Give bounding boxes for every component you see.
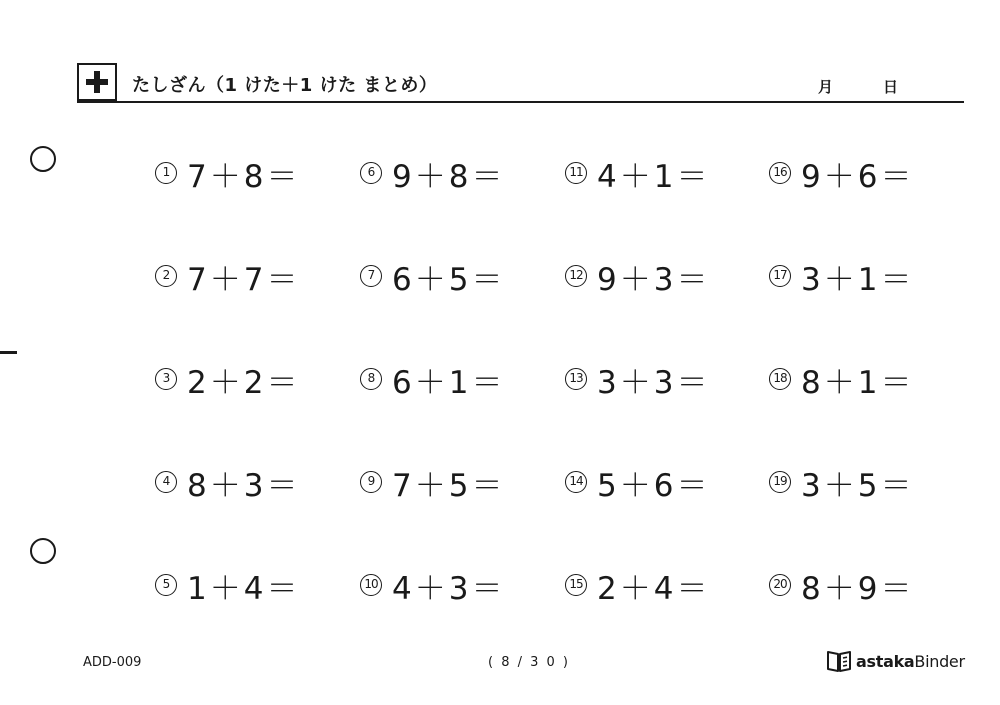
month-label: 月 — [818, 78, 834, 96]
problem-expression: 7＋7＝ — [187, 261, 301, 298]
punch-hole-top — [30, 146, 56, 172]
problem-number: 9 — [360, 471, 382, 493]
problem-expression: 9＋6＝ — [801, 158, 915, 195]
problem-expression: 8＋3＝ — [187, 467, 301, 504]
problem-item — [360, 359, 505, 399]
problem-number: 16 — [769, 162, 791, 184]
page-number: ( 8 / 3 0 ) — [488, 655, 570, 670]
brand-name-light: Binder — [914, 651, 965, 671]
problem-number: 3 — [155, 368, 177, 390]
problem-item — [769, 462, 914, 502]
day-label: 日 — [883, 78, 899, 96]
problem-expression: 3＋1＝ — [801, 261, 915, 298]
problem-number: 1 — [155, 162, 177, 184]
problem-expression: 2＋4＝ — [597, 570, 711, 607]
problem-number: 7 — [360, 265, 382, 287]
problem-number: 20 — [769, 574, 791, 596]
problem-expression: 3＋5＝ — [801, 467, 915, 504]
problem-item — [565, 462, 710, 502]
problem-number: 5 — [155, 574, 177, 596]
problem-item — [155, 462, 300, 502]
problem-item — [769, 256, 914, 296]
center-mark — [0, 351, 17, 354]
problem-item — [155, 153, 300, 193]
problem-expression: 2＋2＝ — [187, 364, 301, 401]
problem-item — [769, 359, 914, 399]
problem-number: 19 — [769, 471, 791, 493]
page-title: たしざん（1 けた＋1 けた まとめ） — [132, 75, 438, 96]
problem-expression: 5＋6＝ — [597, 467, 711, 504]
brand-logo — [826, 649, 965, 673]
problem-item — [565, 359, 710, 399]
plus-icon-vertical — [94, 71, 100, 93]
header-rule — [77, 101, 964, 103]
problem-expression: 7＋8＝ — [187, 158, 301, 195]
problem-item — [155, 565, 300, 605]
problem-number: 10 — [360, 574, 382, 596]
problem-expression: 8＋1＝ — [801, 364, 915, 401]
problem-number: 4 — [155, 471, 177, 493]
problem-number: 12 — [565, 265, 587, 287]
problem-item — [360, 153, 505, 193]
problem-item — [360, 462, 505, 502]
problem-item — [155, 359, 300, 399]
problem-number: 18 — [769, 368, 791, 390]
problem-item — [565, 565, 710, 605]
problem-number: 17 — [769, 265, 791, 287]
problem-expression: 8＋9＝ — [801, 570, 915, 607]
problem-item — [360, 256, 505, 296]
problem-expression: 7＋5＝ — [392, 467, 506, 504]
problem-number: 6 — [360, 162, 382, 184]
punch-hole-bottom — [30, 538, 56, 564]
problem-expression: 1＋4＝ — [187, 570, 301, 607]
problem-item — [565, 256, 710, 296]
problem-number: 2 — [155, 265, 177, 287]
problem-item — [360, 565, 505, 605]
problem-expression: 6＋1＝ — [392, 364, 506, 401]
worksheet-code: ADD-009 — [83, 655, 142, 670]
binder-icon — [826, 649, 852, 673]
problem-expression: 9＋3＝ — [597, 261, 711, 298]
brand-name-bold: astaka — [856, 651, 915, 671]
plus-icon — [77, 63, 117, 101]
problem-number: 14 — [565, 471, 587, 493]
problem-expression: 4＋1＝ — [597, 158, 711, 195]
problem-item — [565, 153, 710, 193]
problem-number: 8 — [360, 368, 382, 390]
problem-item — [155, 256, 300, 296]
problem-item — [769, 153, 914, 193]
problem-item — [769, 565, 914, 605]
problem-expression: 3＋3＝ — [597, 364, 711, 401]
problem-number: 15 — [565, 574, 587, 596]
problem-number: 13 — [565, 368, 587, 390]
problem-expression: 6＋5＝ — [392, 261, 506, 298]
problem-number: 11 — [565, 162, 587, 184]
problem-expression: 4＋3＝ — [392, 570, 506, 607]
problem-expression: 9＋8＝ — [392, 158, 506, 195]
